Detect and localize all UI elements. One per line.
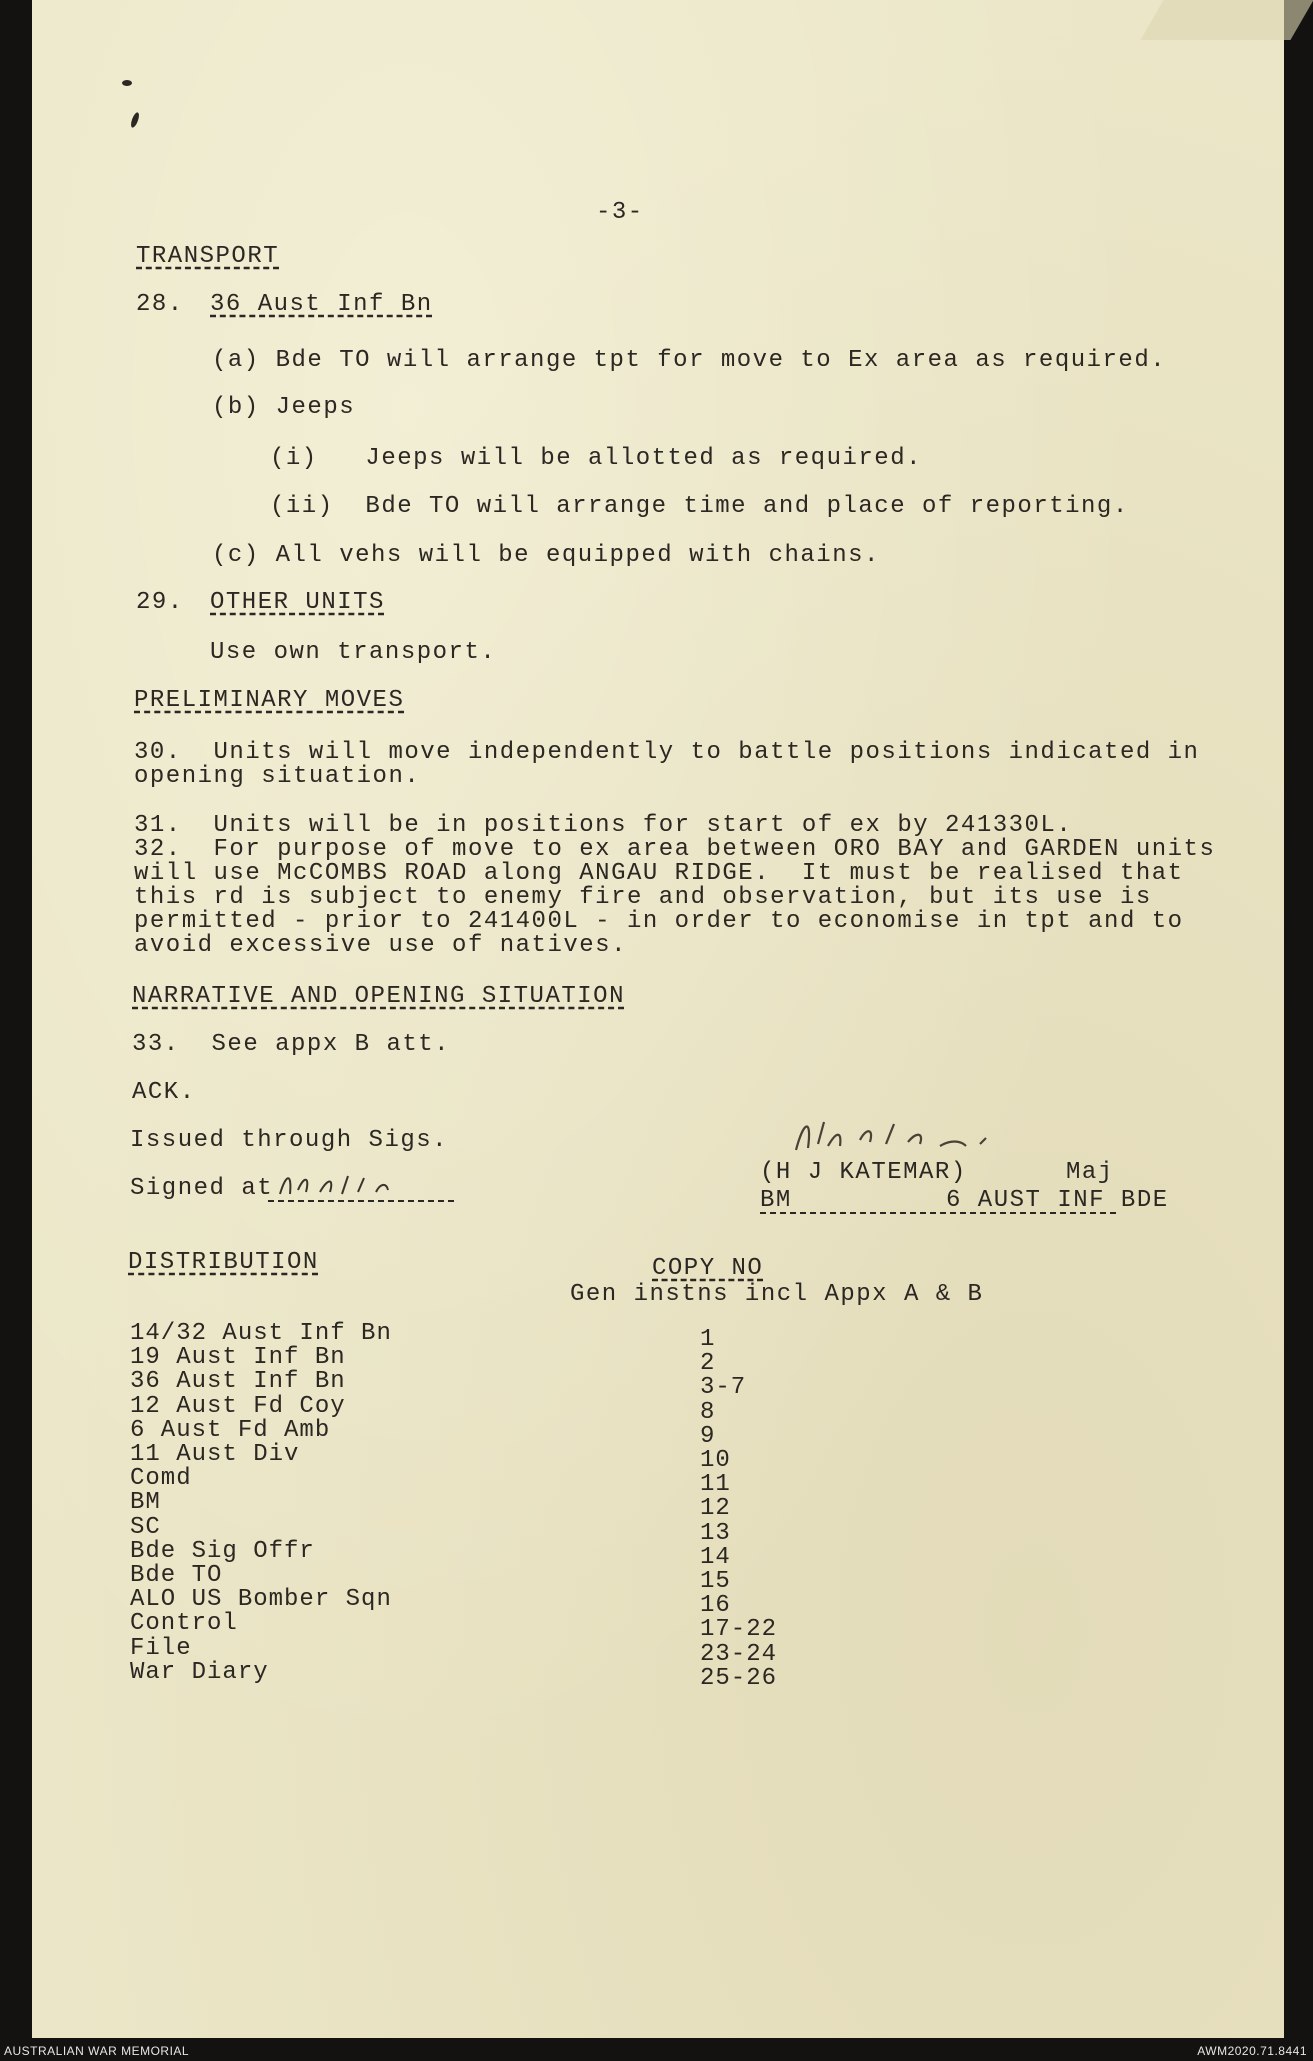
distribution-copy-number: 23-24	[700, 1641, 778, 1668]
distribution-copy-number: 15	[700, 1568, 731, 1595]
para-29-number: 29.	[136, 589, 184, 616]
distribution-copy-number: 12	[700, 1495, 731, 1522]
para-28-b-i: (i) Jeeps will be allotted as required.	[270, 445, 922, 472]
distribution-unit: 19 Aust Inf Bn	[130, 1344, 346, 1371]
para-29-text: Use own transport.	[210, 639, 497, 666]
distribution-copy-number: 25-26	[700, 1665, 778, 1692]
distribution-unit: Bde Sig Offr	[130, 1538, 315, 1565]
distribution-unit: 12 Aust Fd Coy	[130, 1393, 346, 1420]
para-28-b-ii: (ii) Bde TO will arrange time and place of reporting.	[270, 493, 1129, 520]
signatory-rank: Maj	[1066, 1159, 1114, 1186]
para-28-title: 36 Aust Inf Bn	[210, 291, 433, 318]
para-32-line-5: avoid excessive use of natives.	[134, 932, 627, 959]
signature-underline	[760, 1212, 1116, 1214]
distribution-copy-number: 1	[700, 1326, 716, 1353]
distribution-copy-number: 17-22	[700, 1616, 778, 1643]
para-30-line-1: 30. Units will move independently to battle positions indicated in	[134, 739, 1200, 766]
para-32-line-4: permitted - prior to 241400L - in order to economise in tpt and to	[134, 908, 1184, 935]
distribution-copy-number: 8	[700, 1399, 716, 1426]
distribution-copy-number: 11	[700, 1471, 731, 1498]
preliminary-moves-heading: PRELIMINARY MOVES	[134, 687, 405, 714]
para-28-number: 28.	[136, 291, 184, 318]
para-32-line-3: this rd is subject to enemy fire and observation, but its use is	[134, 884, 1152, 911]
para-28-a: (a) Bde TO will arrange tpt for move to Ex area as required.	[212, 347, 1167, 374]
distribution-copy-number: 10	[700, 1447, 731, 1474]
page-fold	[1140, 0, 1313, 40]
distribution-copy-number: 14	[700, 1544, 731, 1571]
para-32-line-1: 32. For purpose of move to ex area between ORO BAY and GARDEN units	[134, 836, 1216, 863]
distribution-unit: File	[130, 1635, 192, 1662]
distribution-unit: 36 Aust Inf Bn	[130, 1368, 346, 1395]
distribution-copy-number: 16	[700, 1592, 731, 1619]
signatory-name: (H J KATEMAR)	[760, 1159, 967, 1186]
distribution-heading: DISTRIBUTION	[128, 1249, 319, 1276]
page-number: -3-	[596, 199, 644, 226]
distribution-unit: Bde TO	[130, 1562, 223, 1589]
distribution-unit: ALO US Bomber Sqn	[130, 1586, 392, 1613]
copy-subheading: Gen instns incl Appx A & B	[570, 1281, 984, 1308]
distribution-unit: 14/32 Aust Inf Bn	[130, 1320, 392, 1347]
para-29-title: OTHER UNITS	[210, 589, 385, 616]
distribution-unit: War Diary	[130, 1659, 269, 1686]
distribution-copy-number: 3-7	[700, 1374, 747, 1401]
signed-at-line	[268, 1200, 454, 1202]
para-32-line-2: will use McCOMBS ROAD along ANGAU RIDGE. It must be realised that	[134, 860, 1184, 887]
para-31: 31. Units will be in positions for start of ex by 241330L.	[134, 812, 1073, 839]
signed-at-label: Signed at	[130, 1175, 274, 1202]
distribution-unit: Comd	[130, 1465, 192, 1492]
distribution-unit: Control	[130, 1610, 238, 1637]
signed-at-scribble	[276, 1168, 426, 1200]
transport-heading: TRANSPORT	[136, 243, 280, 270]
copy-no-heading: COPY NO	[652, 1255, 764, 1282]
para-30-line-2: opening situation.	[134, 763, 421, 790]
signatory-appointment: BM	[760, 1187, 792, 1214]
distribution-unit: SC	[130, 1514, 161, 1541]
issued-through-sigs: Issued through Sigs.	[130, 1127, 449, 1154]
distribution-copy-number: 9	[700, 1423, 716, 1450]
distribution-unit: 11 Aust Div	[130, 1441, 300, 1468]
distribution-unit: BM	[130, 1489, 161, 1516]
footer-accession-number: AWM2020.71.8441	[1197, 2044, 1307, 2058]
punch-mark	[122, 80, 132, 86]
handwritten-signature	[790, 1110, 1020, 1160]
signatory-formation: 6 AUST INF BDE	[946, 1187, 1169, 1214]
distribution-unit: 6 Aust Fd Amb	[130, 1417, 331, 1444]
para-33: 33. See appx B att.	[132, 1031, 451, 1058]
narrative-heading: NARRATIVE AND OPENING SITUATION	[132, 983, 625, 1010]
para-28-c: (c) All vehs will be equipped with chains.	[212, 542, 880, 569]
para-28-b: (b) Jeeps	[212, 394, 356, 421]
distribution-copy-number: 2	[700, 1350, 716, 1377]
ack-text: ACK.	[132, 1079, 196, 1106]
footer-institution: AUSTRALIAN WAR MEMORIAL	[4, 2044, 190, 2058]
distribution-copy-number: 13	[700, 1520, 731, 1547]
